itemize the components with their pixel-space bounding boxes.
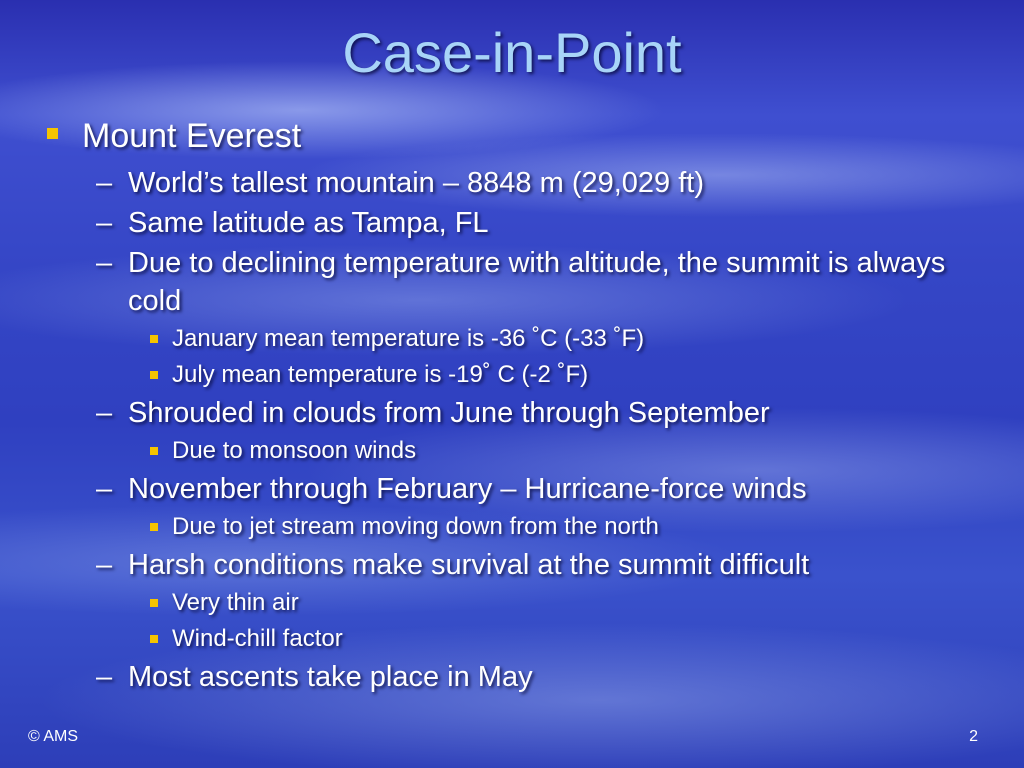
bullet-text: Wind-chill factor: [172, 625, 343, 652]
bullet-level2: [96, 244, 992, 320]
dash-icon: –: [96, 207, 113, 239]
bullet-level3: [148, 586, 992, 620]
bullet-level3: [148, 510, 992, 544]
bullet-text: Same latitude as Tampa, FL: [128, 207, 489, 239]
bullet-text: World’s tallest mountain – 8848 m (29,029 ft): [128, 167, 705, 199]
square-bullet-icon: [148, 586, 172, 620]
square-bullet-icon: [148, 322, 172, 356]
bullet-level3: [148, 434, 992, 468]
bullet-level3: [148, 358, 992, 392]
square-bullet-icon: [148, 358, 172, 392]
dash-icon: –: [96, 473, 113, 505]
dash-icon: –: [96, 247, 113, 279]
bullet-level2: [96, 546, 992, 584]
square-bullet-icon: [148, 510, 172, 544]
bullet-level2: [96, 658, 992, 696]
dash-icon: –: [96, 167, 113, 199]
bullet-text: January mean temperature is -36 ˚C (-33 ˚F): [172, 325, 645, 352]
bullet-text: Due to jet stream moving down from the north: [172, 513, 659, 540]
bullet-level1: [42, 112, 992, 160]
bullet-text: July mean temperature is -19˚ C (-2 ˚F): [172, 361, 589, 388]
bullet-text: Mount Everest: [82, 117, 302, 155]
bullet-level2: [96, 164, 992, 202]
square-bullet-icon: [148, 434, 172, 468]
bullet-level3: [148, 622, 992, 656]
slide-title: Case-in-Point: [342, 21, 682, 84]
bullet-level3: [148, 322, 992, 356]
dash-icon: –: [96, 661, 113, 693]
slide-content: [42, 112, 992, 698]
dash-icon: –: [96, 397, 113, 429]
bullet-text: Due to declining temperature with altitude, the summit is always cold: [128, 247, 946, 317]
bullet-text: Very thin air: [172, 589, 299, 616]
bullet-level2: [96, 470, 992, 508]
dash-icon: –: [96, 549, 113, 581]
bullet-text: Shrouded in clouds from June through September: [128, 397, 770, 429]
bullet-level2: [96, 394, 992, 432]
page-number: 2: [969, 728, 978, 745]
bullet-text: November through February – Hurricane-force winds: [128, 473, 807, 505]
copyright-footer: © AMS: [28, 728, 79, 745]
bullet-text: Harsh conditions make survival at the summit difficult: [128, 549, 810, 581]
bullet-text: Most ascents take place in May: [128, 661, 533, 693]
square-bullet-icon: [42, 112, 82, 160]
square-bullet-icon: [148, 622, 172, 656]
bullet-text: Due to monsoon winds: [172, 437, 417, 464]
bullet-level2: [96, 204, 992, 242]
